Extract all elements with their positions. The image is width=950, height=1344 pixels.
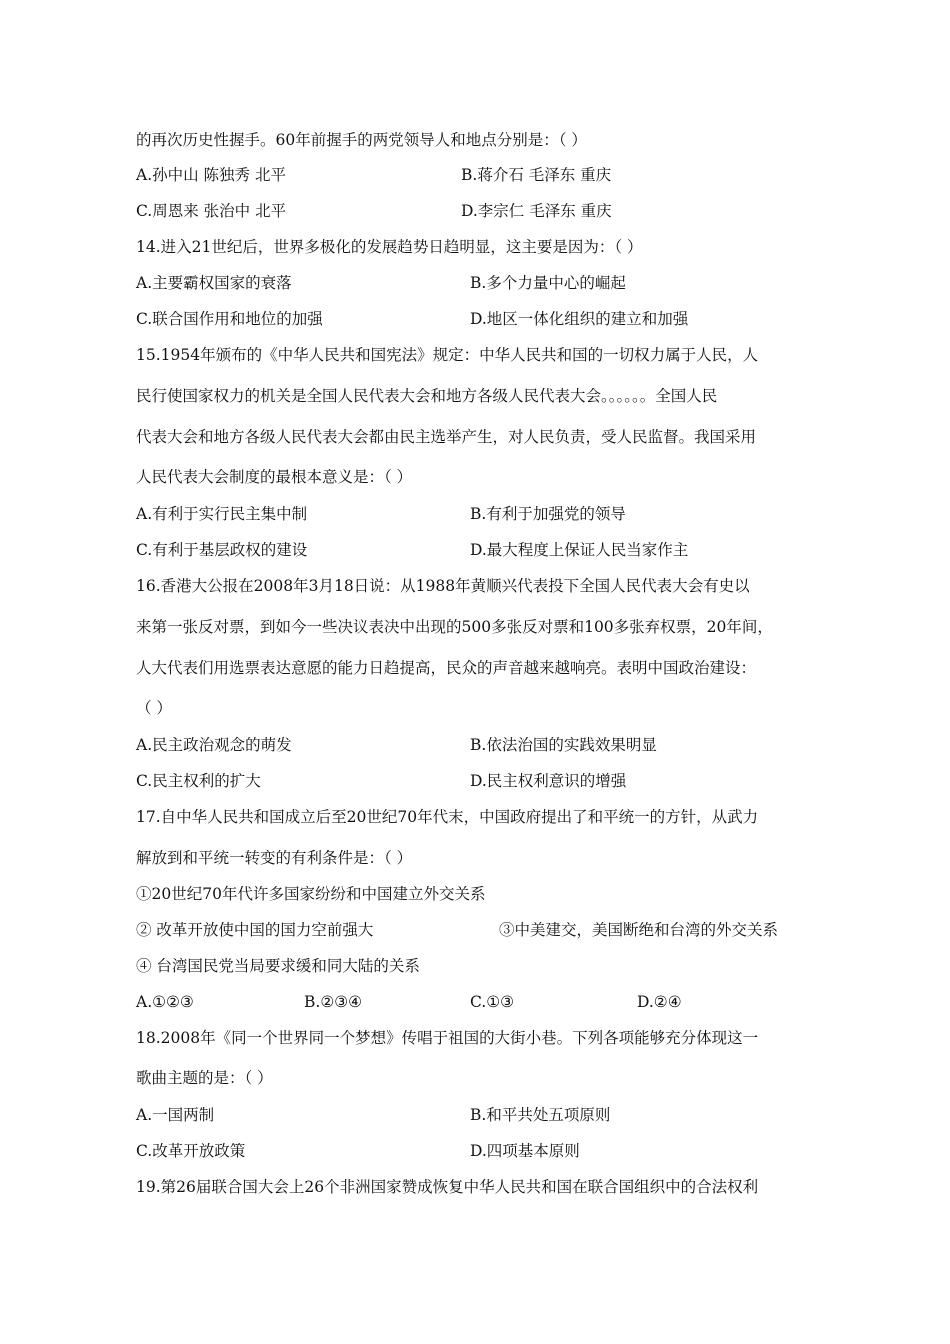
- question-14-option-c: C.联合国作用和地位的加强: [136, 310, 323, 328]
- question-17-option-c: C.①③: [470, 993, 515, 1011]
- question-14: 14.进入21世纪后，世界多极化的发展趋势日趋明显，这主要是因为：（ ）: [136, 238, 643, 256]
- question-18-option-c: C.改革开放政策: [136, 1142, 246, 1160]
- question-15-line-4: 人民代表大会制度的最根本意义是：（ ）: [136, 468, 413, 486]
- question-13-option-b: B.蒋介石 毛泽东 重庆: [461, 166, 612, 184]
- question-18-line-1: 18.2008年《同一个世界同一个梦想》传唱于祖国的大街小巷。下列各项能够充分体现这一: [136, 1029, 759, 1047]
- question-17-statement-4: ④ 台湾国民党当局要求缓和同大陆的关系: [136, 957, 420, 975]
- question-15-line-1: 15.1954年颁布的《中华人民共和国宪法》规定：中华人民共和国的一切权力属于人民，人: [136, 346, 759, 364]
- question-14-option-a: A.主要霸权国家的衰落: [136, 274, 292, 292]
- question-15-option-c: C.有利于基层政权的建设: [136, 541, 308, 559]
- question-17-option-a: A.①②③: [136, 993, 194, 1011]
- question-16-line-4: （ ）: [136, 699, 172, 717]
- question-15-line-3: 代表大会和地方各级人民代表大会都由民主选举产生，对人民负责，受人民监督。我国采用: [136, 428, 757, 446]
- question-19-line-1: 19.第26届联合国大会上26个非洲国家赞成恢复中华人民共和国在联合国组织中的合法权利: [136, 1178, 759, 1196]
- question-15-line-2: 民行使国家权力的机关是全国人民代表大会和地方各级人民代表大会。。。。。。全国人民: [136, 387, 718, 405]
- question-16-line-2: 来第一张反对票，到如今一些决议表决中出现的500多张反对票和100多张弃权票，20年间，: [136, 618, 773, 636]
- question-17-line-2: 解放到和平统一转变的有利条件是：（ ）: [136, 849, 413, 867]
- question-15-option-a: A.有利于实行民主集中制: [136, 505, 308, 523]
- question-18-line-2: 歌曲主题的是：（ ）: [136, 1069, 273, 1087]
- question-16-option-d: D.民主权利意识的增强: [470, 772, 627, 790]
- question-16-option-a: A.民主政治观念的萌发: [136, 736, 292, 754]
- question-16-option-c: C.民主权利的扩大: [136, 772, 261, 790]
- question-14-option-b: B.多个力量中心的崛起: [470, 274, 626, 292]
- question-13-tail: 的再次历史性握手。60年前握手的两党领导人和地点分别是：（ ）: [136, 131, 587, 149]
- question-17-option-b: B.②③④: [304, 993, 363, 1011]
- question-14-option-d: D.地区一体化组织的建立和加强: [470, 310, 689, 328]
- question-13-option-a: A.孙中山 陈独秀 北平: [136, 166, 286, 184]
- question-15-option-d: D.最大程度上保证人民当家作主: [470, 541, 689, 559]
- question-18-option-d: D.四项基本原则: [470, 1142, 580, 1160]
- question-17-option-d: D.②④: [637, 993, 682, 1011]
- question-13-option-d: D.李宗仁 毛泽东 重庆: [461, 202, 612, 220]
- question-17-statement-2: ② 改革开放使中国的国力空前强大: [136, 921, 374, 939]
- question-15-option-b: B.有利于加强党的领导: [470, 505, 626, 523]
- question-16-line-3: 人大代表们用选票表达意愿的能力日趋提高，民众的声音越来越响亮。表明中国政治建设：: [136, 659, 757, 677]
- question-17-statement-3: ③中美建交，美国断绝和台湾的外交关系: [499, 921, 779, 939]
- question-17-statement-1: ①20世纪70年代许多国家纷纷和中国建立外交关系: [136, 885, 486, 903]
- question-18-option-b: B.和平共处五项原则: [470, 1106, 611, 1124]
- question-13-option-c: C.周恩来 张治中 北平: [136, 202, 287, 220]
- question-16-option-b: B.依法治国的实践效果明显: [470, 736, 657, 754]
- question-16-line-1: 16.香港大公报在2008年3月18日说：从1988年黄顺兴代表投下全国人民代表大会有史以: [136, 577, 750, 595]
- question-17-line-1: 17.自中华人民共和国成立后至20世纪70年代末，中国政府提出了和平统一的方针，从武力: [136, 808, 759, 826]
- question-18-option-a: A.一国两制: [136, 1106, 215, 1124]
